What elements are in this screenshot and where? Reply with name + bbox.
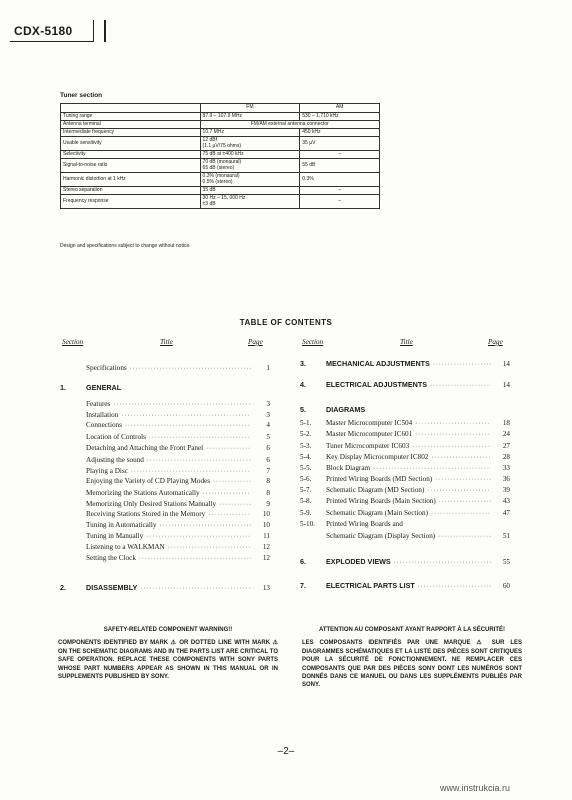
toc-entry-page: 60: [502, 582, 510, 590]
toc-entry-number: 1.: [60, 383, 66, 392]
toc-entry-number: 5-8.: [300, 497, 312, 505]
toc-entry-title: Specifications: [86, 364, 127, 372]
safety-warning-en-body: COMPONENTS IDENTIFIED BY MARK ⚠ OR DOTTED LINE WITH MARK ⚠ ON THE SCHEMATIC DIAGRAMS AND IN THE PARTS LIST ARE CRITICAL TO SAFE OPERATION. REPLACE THESE COMPONENTS WITH SONY PARTS WHOSE PART NUMBERS APPEAR AS SHOWN IN THIS MANUAL OR IN SUPPLEMENTS PUBLISHED BY SONY.: [58, 640, 278, 681]
toc-entry: [60, 421, 270, 431]
toc-entry-title: Enjoying the Variety of CD Playing Modes: [86, 477, 211, 485]
toc-right-column: [300, 338, 510, 590]
safety-warning-en-title: SAFETY-RELATED COMPONENT WARNING!!: [103, 627, 233, 633]
toc-header-page: Page: [248, 338, 263, 346]
toc-entry: [300, 405, 510, 415]
toc-entry-page: 6: [266, 456, 270, 464]
toc-leader-dots: [415, 421, 491, 427]
spec-row-am-value: –: [300, 187, 380, 195]
toc-entry-number: 5-6.: [300, 475, 312, 483]
toc-entry-title: Location of Controls: [86, 433, 146, 441]
toc-entry-number: 5-5.: [300, 464, 312, 472]
toc-entry-page: 36: [502, 475, 510, 483]
safety-warning-fr-title: ATTENTION AU COMPOSANT AYANT RAPPORT À LA SÉCURITÉ!: [318, 627, 506, 633]
toc-entry-page: 18: [502, 419, 510, 427]
toc-entry-title: Master Microcomputer IC504: [326, 419, 413, 427]
toc-leader-dots: [430, 383, 491, 389]
toc-entry: [60, 400, 270, 410]
spec-row: [61, 173, 380, 187]
toc-entry-title: Printed Wiring Boards (MD Section): [326, 475, 433, 483]
toc-leader-dots: [121, 413, 251, 419]
toc-entry: [60, 477, 270, 487]
toc-leader-dots: [431, 511, 491, 517]
toc-leader-dots: [394, 560, 491, 566]
toc-entry-title: ELECTRICAL ADJUSTMENTS: [326, 380, 428, 389]
toc-entry-number: 5-9.: [300, 509, 312, 517]
toc-entry-title: Schematic Diagram (MD Section): [326, 486, 425, 494]
toc-leader-dots: [435, 477, 491, 483]
toc-entry-title: Memorizing the Stations Automatically: [86, 489, 200, 497]
toc-leader-dots: [418, 584, 491, 590]
toc-leader-dots: [113, 402, 251, 408]
toc-entry-page: 51: [502, 532, 510, 540]
spec-row: [61, 195, 380, 209]
toc-leader-dots: [139, 556, 251, 562]
spec-row-fm-value: 10.7 MHz: [200, 129, 300, 137]
toc-entry-page: 8: [266, 477, 270, 485]
toc-entry: [60, 521, 270, 531]
toc-entry: [300, 486, 510, 496]
toc-entry: [60, 510, 270, 520]
toc-entry: [60, 500, 270, 510]
toc-entry-title: DIAGRAMS: [326, 405, 366, 414]
spec-footnote: Design and specifications subject to change without notice.: [60, 243, 191, 249]
toc-entry-page: 33: [502, 464, 510, 472]
spec-row-fm-value: 12 dBf (1.1 µV/75 ohms): [200, 137, 300, 151]
model-number: CDX-5180: [14, 24, 73, 38]
toc-header-title: Title: [400, 338, 413, 346]
spec-row-fm-value: 35 dB: [200, 187, 300, 195]
toc-entry-title: DISASSEMBLY: [86, 583, 138, 592]
watermark-url: www.instrukcia.ru: [440, 783, 511, 793]
toc-entry: [60, 456, 270, 466]
spec-row-am-value: 0.3%: [300, 173, 380, 187]
toc-entry-number: 5-3.: [300, 442, 312, 450]
toc-entry-page: 55: [502, 558, 510, 566]
toc-leader-dots: [412, 444, 491, 450]
toc-entry: [300, 532, 510, 542]
toc-entry: [300, 520, 510, 530]
toc-entry: [300, 453, 510, 463]
toc-leader-dots: [149, 435, 251, 441]
toc-entry: [300, 497, 510, 507]
spec-row: [61, 113, 380, 121]
toc-leader-dots: [131, 469, 251, 475]
toc-entry-title: Master Microcomputer IC601: [326, 430, 413, 438]
toc-entry: [60, 583, 270, 593]
toc-entry: [60, 532, 270, 542]
spec-row-fm-value: 0.3% (monaural) 0.5% (stereo): [200, 173, 300, 187]
toc-entry-number: 3.: [300, 359, 306, 368]
toc-leader-dots: [438, 534, 491, 540]
toc-right-header: [300, 338, 510, 350]
model-label-box: [10, 20, 94, 42]
tuner-spec-table: [60, 103, 380, 209]
toc-entry: [60, 489, 270, 499]
toc-entry-number: 6.: [300, 557, 306, 566]
toc-entry: [60, 364, 270, 374]
toc-leader-dots: [208, 512, 251, 518]
toc-entry-page: 47: [502, 509, 510, 517]
spec-row-label: Antenna terminal: [61, 121, 201, 129]
toc-entry-title: Installation: [86, 411, 119, 419]
toc-entry-page: 8: [266, 489, 270, 497]
tuner-section-title: Tuner section: [60, 92, 103, 99]
spec-row-label: Tuning range: [61, 113, 201, 121]
toc-entry-title: Tuner Microcomputer IC603: [326, 442, 410, 450]
toc-entry: [300, 475, 510, 485]
toc-header-section: Section: [302, 338, 324, 346]
toc-entry-page: 5: [266, 433, 270, 441]
toc-entry: [60, 433, 270, 443]
toc-entry-number: 5-1.: [300, 419, 312, 427]
toc-title: TABLE OF CONTENTS: [239, 318, 333, 327]
toc-entry: [300, 430, 510, 440]
toc-entry: [60, 383, 270, 393]
toc-entry-title: EXPLODED VIEWS: [326, 557, 391, 566]
toc-entry: [60, 467, 270, 477]
toc-leader-dots: [140, 586, 251, 592]
toc-entry-title: MECHANICAL ADJUSTMENTS: [326, 359, 430, 368]
header-rule: [104, 20, 106, 42]
toc-entry-title: Tuning in Manually: [86, 532, 144, 540]
spec-row: [61, 129, 380, 137]
toc-entry-page: 39: [502, 486, 510, 494]
page-number: –2–: [277, 746, 295, 757]
toc-entry-title: Schematic Diagram (Main Section): [326, 509, 428, 517]
spec-header-blank: [61, 104, 201, 113]
toc-entry-page: 1: [266, 364, 270, 372]
toc-entry: [300, 509, 510, 519]
spec-row: [61, 187, 380, 195]
toc-entry-number: 5-10.: [300, 520, 315, 528]
toc-entry-page: 27: [502, 442, 510, 450]
toc-entry-title: GENERAL: [86, 383, 122, 392]
toc-leader-dots: [427, 488, 491, 494]
toc-entry: [60, 554, 270, 564]
toc-entry-page: 28: [502, 453, 510, 461]
toc-header-title: Title: [160, 338, 173, 346]
toc-leader-dots: [125, 423, 251, 429]
toc-entry-page: 9: [266, 500, 270, 508]
toc-entry: [300, 419, 510, 429]
toc-leader-dots: [203, 491, 251, 497]
spec-row-fm-value: 30 Hz – 15, 000 Hz ±3 dB: [200, 195, 300, 209]
toc-entry-title: Printed Wiring Boards and: [326, 520, 403, 528]
toc-entry-page: 14: [502, 381, 510, 389]
toc-entry-page: 7: [266, 467, 270, 475]
toc-leader-dots: [130, 366, 251, 372]
spec-row-label: Signal-to-noise ratio: [61, 159, 201, 173]
safety-warning-en: [58, 626, 278, 681]
spec-header-am: AM: [300, 104, 380, 113]
toc-entry-title: Tuning in Automatically: [86, 521, 157, 529]
toc-leader-dots: [433, 362, 491, 368]
toc-entry-number: 2.: [60, 583, 66, 592]
toc-entry: [60, 543, 270, 553]
toc-entry: [300, 442, 510, 452]
spec-header-fm: FM: [200, 104, 300, 113]
toc-entry-title: Memorizing Only Desired Stations Manually: [86, 500, 217, 508]
toc-entry: [60, 444, 270, 454]
toc-leader-dots: [168, 545, 251, 551]
toc-entry-number: 4.: [300, 380, 306, 389]
spec-row-fm-value: 75 dB at ±400 kHz: [200, 151, 300, 159]
toc-entry-title: Printed Wiring Boards (Main Section): [326, 497, 436, 505]
toc-entry-page: 6: [266, 444, 270, 452]
toc-entry-title: Block Diagram: [326, 464, 371, 472]
toc-entry-title: ELECTRICAL PARTS LIST: [326, 581, 415, 590]
toc-entry: [300, 359, 510, 369]
toc-entry-page: 13: [262, 584, 270, 592]
spec-row-label: Intermediate frequency: [61, 129, 201, 137]
toc-entry-page: 12: [262, 543, 270, 551]
spec-row-merged-value: FM/AM external antenna connector: [200, 121, 379, 129]
toc-entry-number: 7.: [300, 581, 306, 590]
toc-leader-dots: [147, 458, 251, 464]
toc-entry-page: 3: [266, 411, 270, 419]
toc-entry-page: 43: [502, 497, 510, 505]
toc-leader-dots: [213, 479, 251, 485]
spec-row-fm-value: 87.9 – 107.9 MHz: [200, 113, 300, 121]
toc-entry: [300, 380, 510, 390]
toc-entry-page: 14: [502, 360, 510, 368]
toc-entry-number: 5-2.: [300, 430, 312, 438]
toc-entry-title: Detaching and Attaching the Front Panel: [86, 444, 204, 452]
toc-leader-dots: [219, 502, 251, 508]
spec-row-label: Usable sensitivity: [61, 137, 201, 151]
toc-entry-page: 11: [263, 532, 270, 540]
toc-entry-page: 4: [266, 421, 270, 429]
toc-entry-page: 12: [262, 554, 270, 562]
spec-row-am-value: 55 dB: [300, 159, 380, 173]
toc-entry: [300, 464, 510, 474]
spec-row-am-value: –: [300, 151, 380, 159]
spec-row-fm-value: 70 dB (monaural) 65 dB (stereo): [200, 159, 300, 173]
toc-entry-title: Key Display Microcomputer IC802: [326, 453, 429, 461]
toc-leader-dots: [415, 432, 491, 438]
toc-entry-number: 5-7.: [300, 486, 312, 494]
toc-left-header: [60, 338, 270, 350]
toc-entry-title: Listening to a WALKMAN: [86, 543, 165, 551]
toc-entry: [60, 411, 270, 421]
toc-leader-dots: [159, 523, 251, 529]
toc-entry-title: Features: [86, 400, 111, 408]
toc-entry-number: 5-4.: [300, 453, 312, 461]
toc-entry-page: 10: [262, 510, 270, 518]
toc-entry-title: Schematic Diagram (Display Section): [326, 532, 436, 540]
toc-entry-page: 10: [262, 521, 270, 529]
spec-row: [61, 159, 380, 173]
toc-entry: [300, 557, 510, 567]
toc-leader-dots: [146, 534, 251, 540]
toc-entry-title: Connections: [86, 421, 122, 429]
spec-row: [61, 151, 380, 159]
spec-row-am-value: 530 – 1,710 kHz: [300, 113, 380, 121]
safety-warning-fr: [302, 626, 522, 690]
toc-entry-title: Playing a Disc: [86, 467, 128, 475]
toc-leader-dots: [206, 446, 251, 452]
toc-entry: [300, 581, 510, 591]
spec-row-label: Stereo separation: [61, 187, 201, 195]
toc-entry-title: Setting the Clock: [86, 554, 136, 562]
spec-row-label: Selectivity: [61, 151, 201, 159]
toc-left-column: [60, 338, 270, 592]
toc-entry-page: 3: [266, 400, 270, 408]
spec-row-am-value: 450 kHz: [300, 129, 380, 137]
toc-leader-dots: [431, 455, 491, 461]
spec-row: [61, 121, 380, 129]
spec-row-am-value: –: [300, 195, 380, 209]
safety-warning-fr-body: LES COMPOSANTS IDENTIFIÉS PAR UNE MARQUE ⚠ SUR LES DIAGRAMMES SCHÉMATIQUES ET LA LISTE DES PIÈCES SONT CRITIQUES POUR LA SÉCURITÉ DE FONCTIONNEMENT. NE REMPLACER CES COMPOSANTS QUE PAR DES PIÈCES SONY DONT LES NUMÉROS SONT DONNÉS DANS CE MANUEL OU DANS LES SUPPLÉMENTS PUBLIÉS PAR SONY.: [302, 640, 522, 689]
spec-row-label: Frequency response: [61, 195, 201, 209]
toc-leader-dots: [439, 499, 491, 505]
spec-header-row: [61, 104, 380, 113]
toc-entry-title: Adjusting the sound: [86, 456, 144, 464]
spec-row-label: Harmonic distortion at 1 kHz: [61, 173, 201, 187]
toc-header-section: Section: [62, 338, 84, 346]
toc-header-page: Page: [488, 338, 503, 346]
spec-row-am-value: 35 µV: [300, 137, 380, 151]
toc-entry-page: 24: [502, 430, 510, 438]
toc-entry-title: Receiving Stations Stored in the Memory: [86, 510, 206, 518]
toc-entry-number: 5.: [300, 405, 306, 414]
spec-row: [61, 137, 380, 151]
toc-leader-dots: [373, 466, 491, 472]
